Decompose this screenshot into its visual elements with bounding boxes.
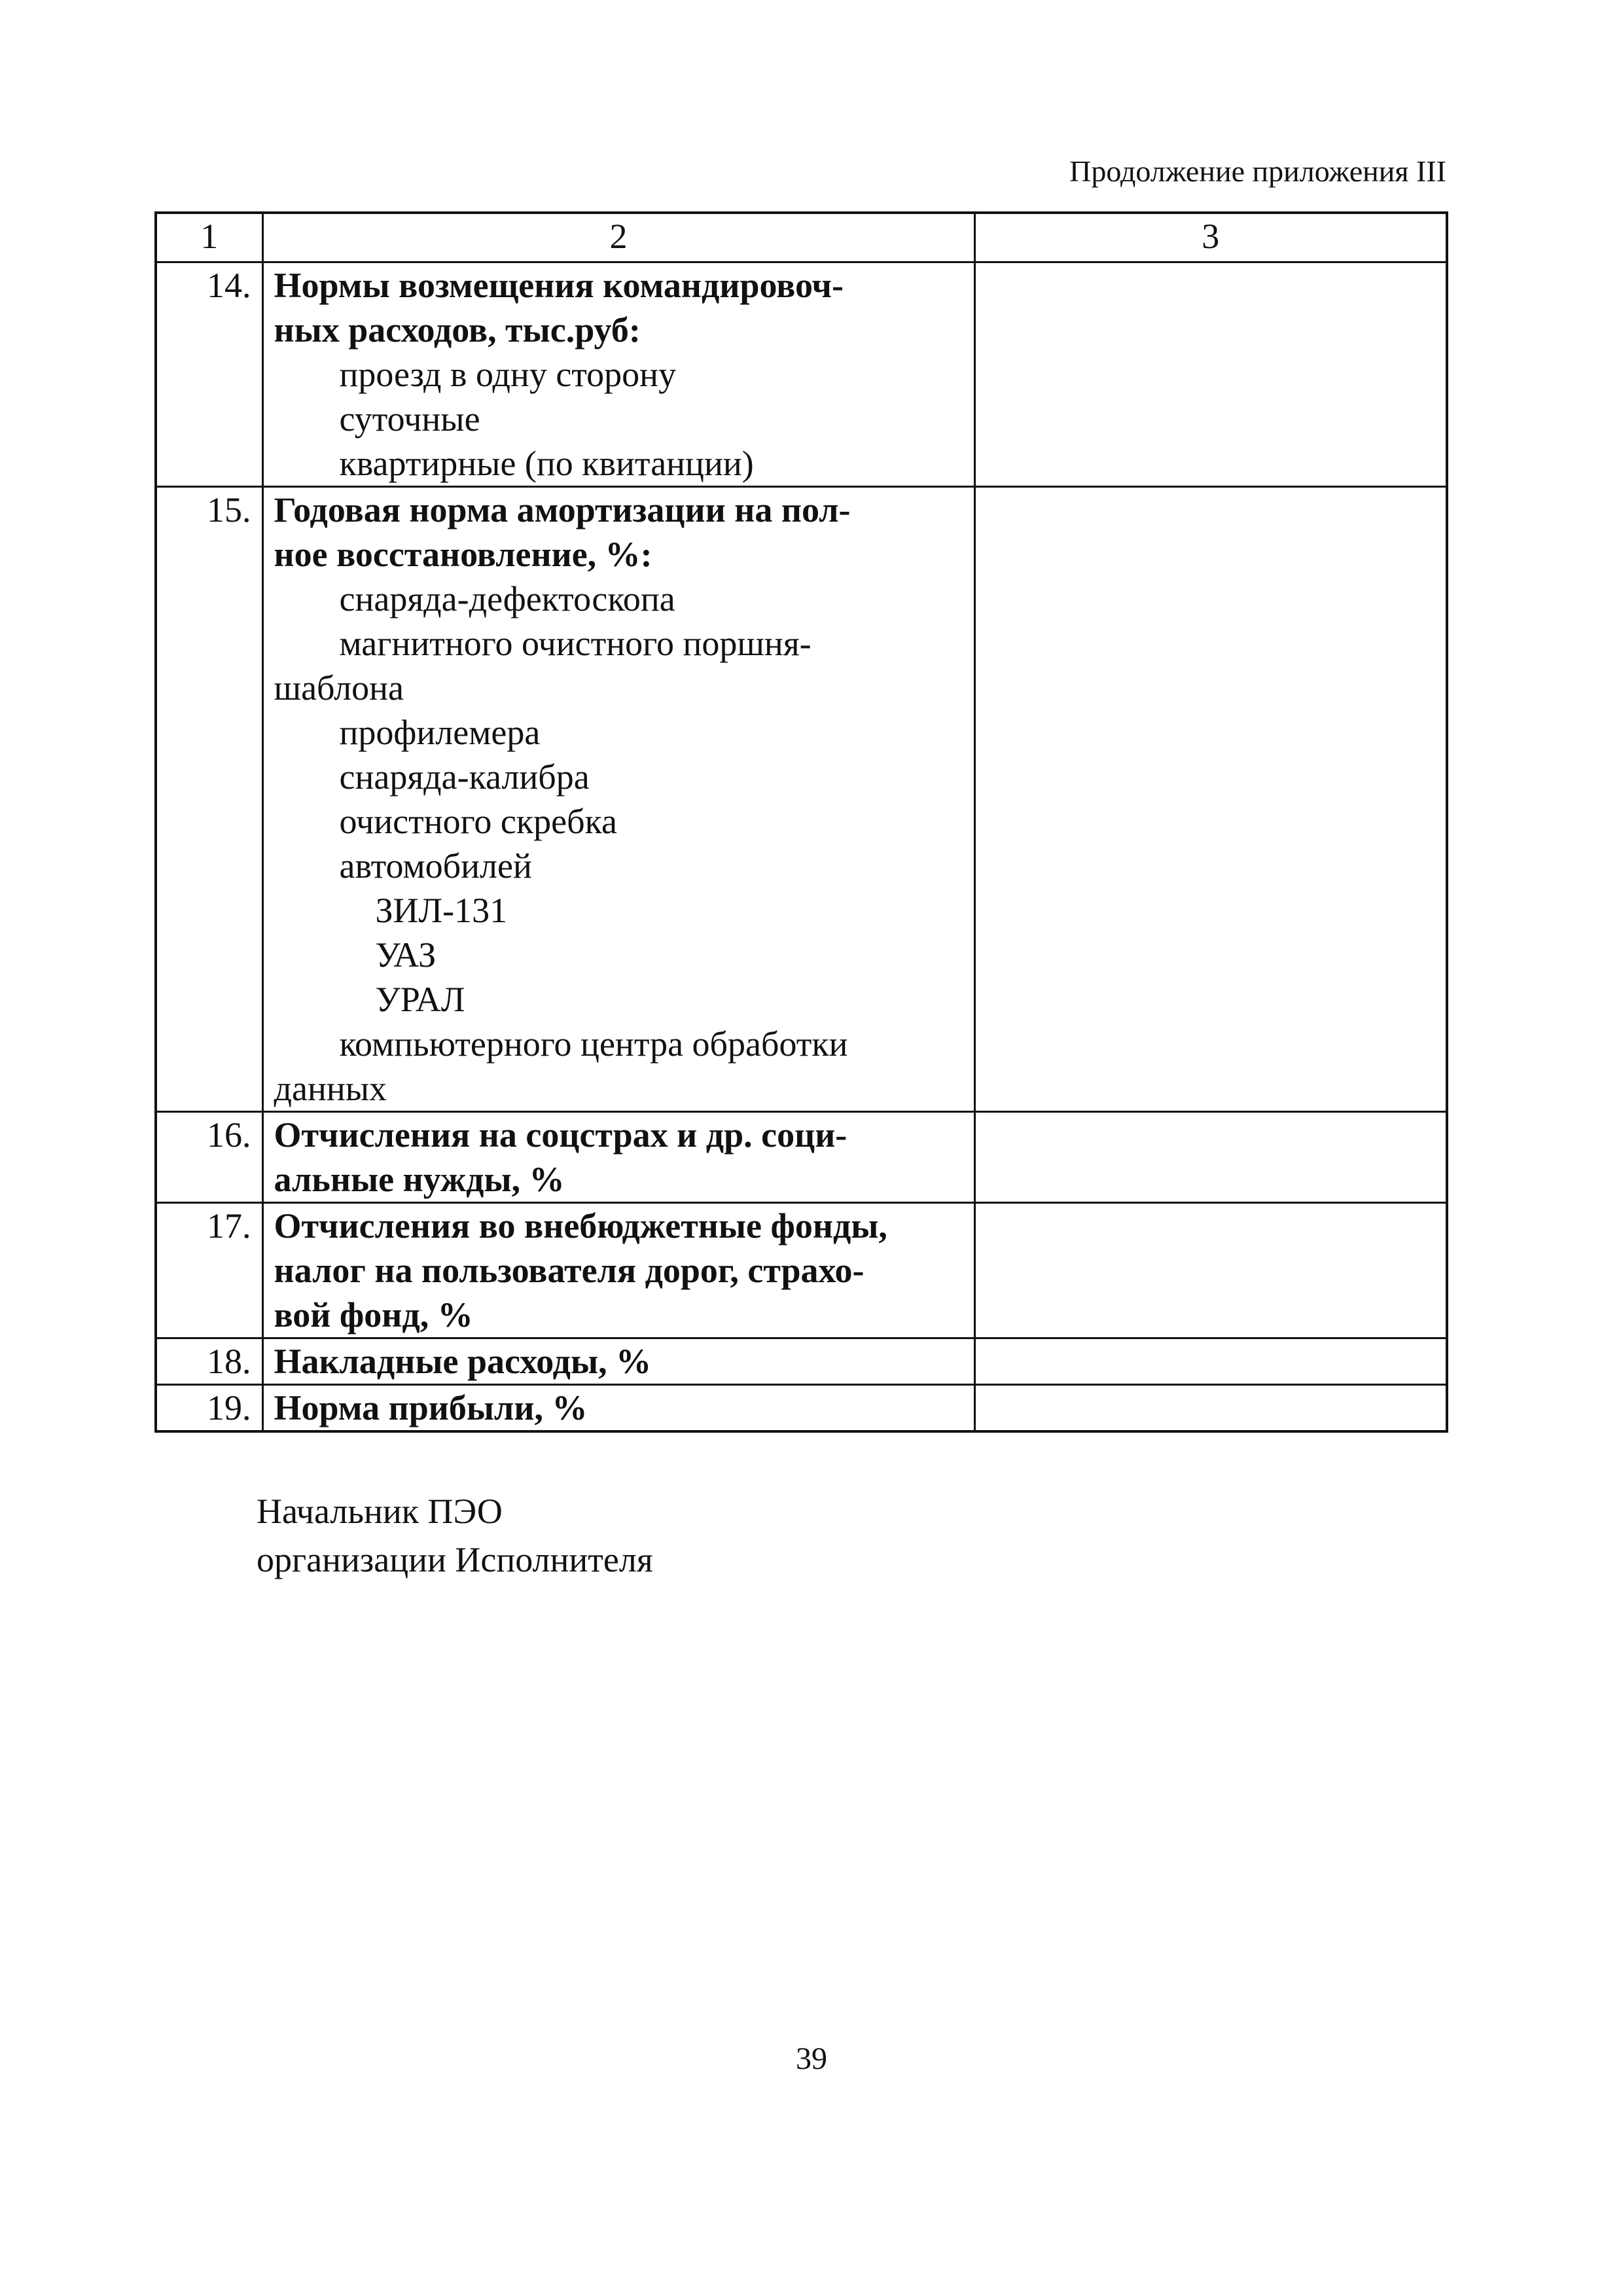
table-row xyxy=(156,262,1447,487)
row-number: 19. xyxy=(156,1385,262,1432)
signature-block xyxy=(257,1487,653,1584)
row-subitem: УАЗ xyxy=(375,935,437,975)
row-number: 16. xyxy=(156,1112,262,1203)
norms-table xyxy=(154,211,1448,1433)
row-subitem: данных xyxy=(274,1069,387,1108)
table-header-row xyxy=(156,213,1447,262)
row-subitem: автомобилей xyxy=(339,846,532,886)
row-title: Отчисления во внебюджетные фонды, xyxy=(274,1206,887,1246)
row-subitem: ЗИЛ-131 xyxy=(375,891,508,930)
row-description xyxy=(262,1385,974,1432)
row-description xyxy=(262,1112,974,1203)
row-number: 15. xyxy=(156,487,262,1112)
page-number: 39 xyxy=(796,2041,827,2076)
row-value-cell xyxy=(974,1338,1447,1385)
row-title: Отчисления на соцстрах и др. соци- xyxy=(274,1115,847,1155)
table-row xyxy=(156,1203,1447,1338)
row-subitem: проезд в одну сторону xyxy=(339,355,677,394)
row-title: альные нужды, % xyxy=(274,1160,565,1199)
row-subitem: профилемера xyxy=(339,713,541,752)
row-title: ных расходов, тыс.руб: xyxy=(274,310,641,350)
row-subitem: снаряда-дефектоскопа xyxy=(339,579,675,619)
row-description xyxy=(262,262,974,487)
row-number: 14. xyxy=(156,262,262,487)
row-title: Нормы возмещения командировоч- xyxy=(274,266,844,305)
row-subitem: снаряда-калибра xyxy=(339,757,590,797)
row-value-cell xyxy=(974,1203,1447,1338)
column-header-3: 3 xyxy=(974,213,1447,262)
row-subitem: суточные xyxy=(339,399,480,439)
row-subitem: магнитного очистного поршня- xyxy=(339,624,812,663)
row-title: Годовая норма амортизации на пол- xyxy=(274,490,851,529)
row-title: Норма прибыли, % xyxy=(274,1388,588,1427)
row-number: 17. xyxy=(156,1203,262,1338)
signature-position: Начальник ПЭО xyxy=(257,1492,503,1531)
row-value-cell xyxy=(974,262,1447,487)
row-subitem: очистного скребка xyxy=(339,802,617,841)
column-header-1: 1 xyxy=(156,213,262,262)
row-description xyxy=(262,487,974,1112)
table-row xyxy=(156,1112,1447,1203)
row-title: вой фонд, % xyxy=(274,1295,473,1335)
row-subitem: шаблона xyxy=(274,668,404,708)
row-subitem: УРАЛ xyxy=(375,980,465,1019)
signature-organization: организации Исполнителя xyxy=(257,1540,653,1579)
table-row xyxy=(156,1385,1447,1432)
row-value-cell xyxy=(974,487,1447,1112)
row-subitem: компьютерного центра обработки xyxy=(339,1024,848,1064)
row-value-cell xyxy=(974,1112,1447,1203)
row-number: 18. xyxy=(156,1338,262,1385)
table-row xyxy=(156,1338,1447,1385)
row-title: налог на пользователя дорог, страхо- xyxy=(274,1251,865,1290)
row-title: Накладные расходы, % xyxy=(274,1342,652,1381)
table-row xyxy=(156,487,1447,1112)
appendix-continuation-note: Продолжение приложения III xyxy=(1069,154,1446,188)
row-description xyxy=(262,1203,974,1338)
row-title: ное восстановление, %: xyxy=(274,535,652,574)
row-subitem: квартирные (по квитанции) xyxy=(339,444,754,483)
row-description xyxy=(262,1338,974,1385)
column-header-2: 2 xyxy=(262,213,974,262)
row-value-cell xyxy=(974,1385,1447,1432)
